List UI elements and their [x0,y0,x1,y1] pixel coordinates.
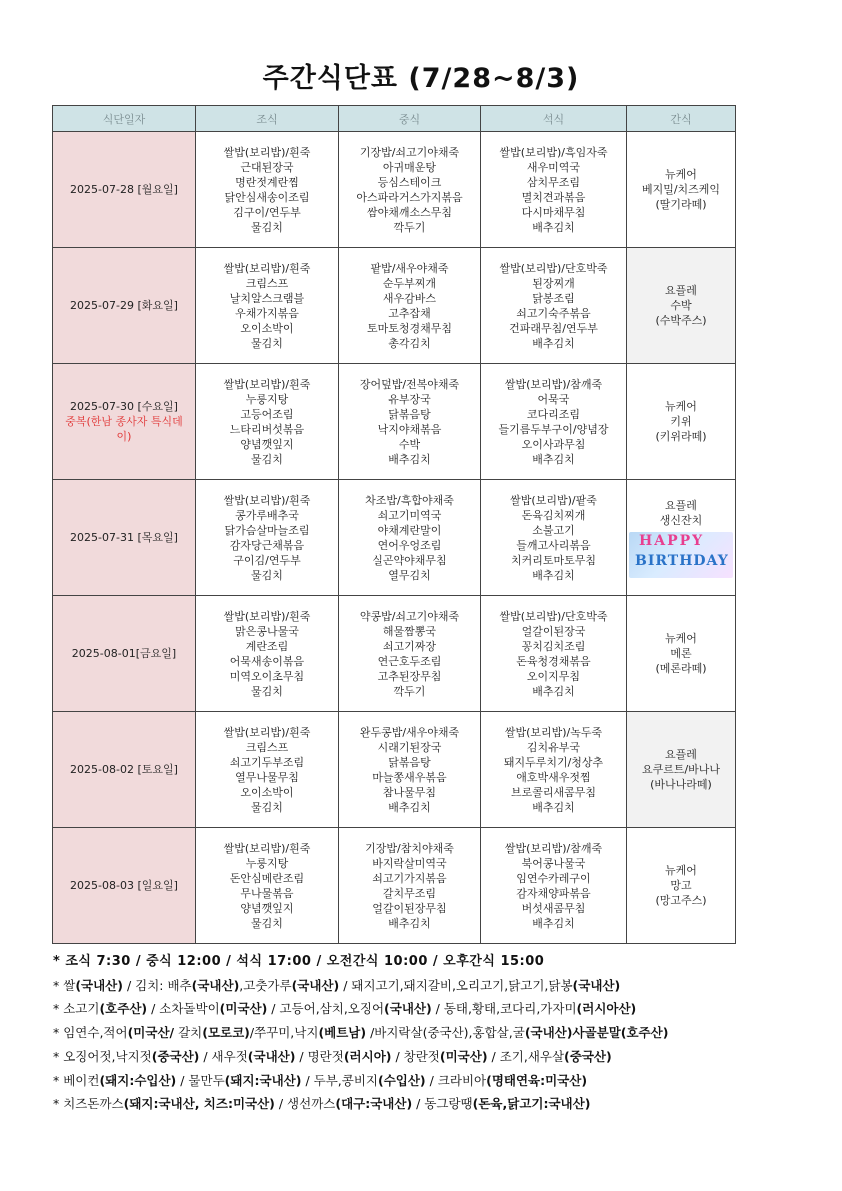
snack-item: (키위라떼) [655,430,707,443]
date-cell [53,248,196,364]
breakfast-cell [196,828,339,944]
note-segment: * 소고기 [53,1001,100,1017]
happy-birthday-image [629,532,733,578]
breakfast-item: 어묵새송이볶음 [229,654,305,668]
note-segment: (국내산) [247,1048,296,1064]
snack-item: 요플레 [665,748,697,761]
note-segment: (국내산) [291,977,340,993]
date-label: 2025-08-02 [토요일] [70,763,178,776]
lunch-item: 새우감바스 [382,291,437,305]
breakfast-item: 미역오이초무침 [229,669,305,683]
breakfast-item: 돈안심메란조림 [229,871,305,885]
breakfast-item: 크림스프 [245,276,289,290]
dinner-item: 코다리조림 [526,407,581,421]
note-segment: (국내산) [75,977,123,993]
lunch-item: 등심스테이크 [377,175,442,189]
dinner-item: 들기름두부구이/양념장 [498,422,609,436]
date-cell [53,132,196,248]
page-title: 주간식단표 (7/28~8/3) [262,63,580,94]
lunch-cell [339,596,481,712]
note-segment: / 고등어,삼치,오징어 [267,1001,385,1017]
note-segment: (수입산) [377,1072,426,1088]
lunch-item: 팥밥/새우야채죽 [370,261,449,275]
table-row [53,712,736,828]
snack-cell [627,596,736,712]
dinner-item: 쌀밥(보리밥)/녹두죽 [504,725,603,739]
dinner-item: 어묵국 [537,392,570,406]
lunch-cell [339,248,481,364]
note-segment: / 생선까스 [274,1096,336,1112]
note-segment: / 동그랑땡 [412,1096,473,1112]
breakfast-item: 쌀밥(보리밥)/흰죽 [223,493,311,507]
header-snack: 간식 [627,106,736,132]
dinner-item: 쌀밥(보리밥)/흑임자죽 [499,145,608,159]
dinner-item: 배추김치 [532,568,575,582]
note-segment: (러시아) [343,1048,392,1064]
origin-note [53,1045,743,1069]
note-segment: (러시아산) [576,1001,637,1017]
breakfast-item: 구이김/연두부 [233,553,301,567]
note-segment: (돼지:국내산, 치즈:미국산) [123,1096,275,1112]
note-segment: * 오징어젓,낙지젓 [53,1048,152,1064]
lunch-cell [339,364,481,480]
breakfast-item: 누룽지탕 [245,392,289,406]
note-segment: (중국산) [564,1048,612,1064]
lunch-item: 갈치무조림 [382,886,437,900]
lunch-cell [339,828,481,944]
snack-item: 뉴케어 [665,632,697,645]
breakfast-item: 오이소박이 [240,785,294,799]
lunch-item: 완두콩밥/새우야채죽 [359,725,460,739]
breakfast-item: 닭안심새송이조림 [224,190,310,204]
dinner-cell [481,712,627,828]
breakfast-item: 쌀밥(보리밥)/흰죽 [223,377,311,391]
snack-item: 키위 [670,415,692,428]
table-row [53,480,736,596]
date-label: 2025-07-30 [수요일] [70,400,178,413]
lunch-item: 장어덮밥/전복야채죽 [359,377,460,391]
breakfast-item: 쇠고기두부조림 [229,755,305,769]
snack-item: 수박 [670,299,692,312]
note-segment: / 김치: 배추 [122,977,192,993]
breakfast-cell [196,712,339,828]
lunch-item: 야채계란말이 [377,523,442,537]
dinner-cell [481,828,627,944]
note-segment: / 동태,황태,코다리,가자미 [431,1001,577,1017]
dinner-item: 임연수카레구이 [516,871,591,885]
lunch-item: 순두부찌개 [382,276,437,290]
dinner-item: 된장찌개 [532,276,575,290]
snack-item: 망고 [670,879,692,892]
date-cell [53,364,196,480]
note-segment: * 베이컨 [53,1072,100,1088]
note-segment: /쭈꾸미,낙지 [249,1025,319,1041]
dinner-cell [481,132,627,248]
dinner-item: 쌀밥(보리밥)/참깨죽 [504,841,603,855]
lunch-cell [339,132,481,248]
lunch-item: 배추김치 [388,916,431,930]
lunch-item: 열무김치 [388,568,431,582]
breakfast-cell [196,248,339,364]
dinner-item: 감자채양파볶음 [516,886,591,900]
breakfast-item: 닭가슴살마늘조림 [224,523,310,537]
note-segment: (돼지:수입산) [99,1072,177,1088]
breakfast-item: 누룽지탕 [245,856,289,870]
lunch-item: 고추된장무침 [377,669,442,683]
breakfast-item: 열무나물무침 [235,770,299,784]
dinner-item: 북어콩나물국 [521,856,586,870]
dinner-item: 배추김치 [532,916,575,930]
breakfast-item: 감자당근채볶음 [229,538,305,552]
snack-item: 베지밀/치즈케익 [641,183,721,196]
dinner-item: 브로콜리새콤무침 [510,785,596,799]
header-date: 식단일자 [53,106,196,132]
note-segment: / 두부,콩비지 [301,1072,378,1088]
snack-item: 요플레 [665,498,697,512]
lunch-item: 쌈야채깨소스무침 [366,205,452,219]
note-segment: / 돼지고기,돼지갈비,오리고기,닭고기,닭봉 [339,977,573,993]
origin-note [53,1092,743,1116]
breakfast-item: 근대된장국 [240,160,294,174]
note-segment: / 새우젓 [199,1048,248,1064]
note-segment: (베트남) [318,1025,367,1041]
snack-item: 요쿠르트/바나나 [641,763,721,776]
origin-note [53,997,743,1021]
lunch-item: 아스파라거스가지볶음 [356,190,463,204]
lunch-item: 마늘쫑새우볶음 [372,770,447,784]
breakfast-item: 물김치 [251,452,283,466]
dinner-item: 쌀밥(보리밥)/참깨죽 [504,377,603,391]
meal-times-note [53,950,743,974]
note-segment: * 쌀 [53,977,76,993]
breakfast-item: 쌀밥(보리밥)/흰죽 [223,145,311,159]
table-row [53,248,736,364]
date-label: 2025-07-29 [화요일] [70,299,178,312]
note-segment: (중국산) [151,1048,200,1064]
birthday-badge-line: HAPPY [639,532,705,549]
table-row [53,132,736,248]
breakfast-item: 양념깻잎지 [240,437,294,451]
header-dinner: 석식 [481,106,627,132]
dinner-item: 오이지무침 [526,669,581,683]
snack-cell [627,248,736,364]
dinner-cell [481,596,627,712]
note-segment: (국내산) [384,1001,432,1017]
date-cell [53,596,196,712]
snack-item: 뉴케어 [665,400,697,413]
dinner-item: 애호박새우젓찜 [516,770,591,784]
snack-item: (수박주스) [655,314,707,327]
lunch-item: 얼갈이된장무침 [372,901,447,915]
breakfast-item: 물김치 [251,568,283,582]
lunch-item: 깍두기 [393,220,426,234]
snack-item: 메론 [670,647,692,660]
lunch-item: 연근호두조림 [377,654,442,668]
lunch-item: 낙지야채볶음 [377,422,442,436]
dinner-item: 쌀밥(보리밥)/단호박죽 [499,261,608,275]
note-segment: / 소차돌박이 [147,1001,220,1017]
lunch-item: 유부장국 [388,392,431,406]
note-segment: (미국산/ [127,1025,175,1041]
breakfast-item: 물김치 [251,916,283,930]
lunch-item: 약콩밥/쇠고기야채죽 [359,609,460,623]
dinner-item: 꽁치김치조림 [521,639,586,653]
lunch-item: 깍두기 [393,684,426,698]
note-segment: * 치즈돈까스 [53,1096,124,1112]
note-segment: / 창란젓 [391,1048,440,1064]
table-row [53,828,736,944]
breakfast-item: 계란조림 [245,639,289,653]
lunch-item: 실곤약야채무침 [372,553,447,567]
birthday-badge-line: BIRTHDAY [635,552,729,569]
meal-plan-table [52,105,736,944]
note-segment: * 임연수,적어 [53,1025,128,1041]
breakfast-item: 양념깻잎지 [240,901,294,915]
breakfast-cell [196,364,339,480]
header-lunch: 중식 [339,106,481,132]
snack-item: (바나나라떼) [650,778,712,791]
note-segment: / 크라비아 [425,1072,487,1088]
dinner-item: 배추김치 [532,336,575,350]
breakfast-item: 쌀밥(보리밥)/흰죽 [223,725,311,739]
breakfast-item: 날치알스크램블 [229,291,305,305]
header-breakfast: 조식 [196,106,339,132]
lunch-item: 토마토청경채무침 [366,321,452,335]
dinner-item: 닭봉조림 [532,291,575,305]
dinner-item: 쌀밥(보리밥)/팥죽 [510,493,597,507]
breakfast-item: 물김치 [251,336,283,350]
dinner-item: 건파래무침/연두부 [509,321,598,335]
note-segment: (호주산) [99,1001,148,1017]
lunch-item: 해물짬뽕국 [382,624,437,638]
dinner-item: 배추김치 [532,800,575,814]
lunch-item: 닭볶음탕 [388,407,431,421]
dinner-cell [481,364,627,480]
breakfast-item: 물김치 [251,220,283,234]
date-cell [53,712,196,828]
dinner-item: 쇠고기숙주볶음 [516,306,591,320]
dinner-item: 배추김치 [532,684,575,698]
snack-item: 생신잔치 [659,513,703,527]
snack-item: 뉴케어 [665,168,697,181]
breakfast-item: 김구이/연두부 [233,205,301,219]
dinner-cell [481,248,627,364]
lunch-item: 쇠고기짜장 [382,639,437,653]
note-segment: (미국산) [219,1001,268,1017]
special-event-label: 중복(한남 종사자 특식데이) [65,415,183,443]
lunch-item: 차조밥/흑합야채죽 [365,493,454,507]
notes-section [53,950,743,1116]
dinner-item: 돈육청경채볶음 [516,654,591,668]
lunch-item: 기장밥/참치야채죽 [365,841,454,855]
note-segment: (돼지:국내산) [224,1072,302,1088]
lunch-cell [339,480,481,596]
note-segment: 갈치 [174,1025,203,1041]
breakfast-item: 물김치 [251,684,283,698]
lunch-item: 총각김치 [388,336,431,350]
dinner-item: 치커리토마토무침 [510,553,596,567]
dinner-item: 버섯새콤무침 [521,901,586,915]
date-label: 2025-08-01[금요일] [71,647,177,660]
dinner-item: 멸치견과볶음 [521,190,586,204]
breakfast-item: 맑은콩나물국 [235,624,299,638]
dinner-item: 배추김치 [532,220,575,234]
snack-cell [627,712,736,828]
breakfast-item: 우채가지볶음 [235,306,299,320]
dinner-item: 쌀밥(보리밥)/단호박죽 [499,609,608,623]
note-segment: (국내산) [191,977,240,993]
origin-note [53,1069,743,1093]
dinner-item: 김치유부국 [526,740,581,754]
lunch-item: 참나물무침 [382,785,437,799]
note-segment: (대구:국내산) [335,1096,413,1112]
dinner-item: 돈육김치찌개 [521,508,586,522]
dinner-item: 얼갈이된장국 [521,624,586,638]
snack-cell [627,480,736,596]
snack-cell [627,828,736,944]
table-header-row [53,106,736,132]
lunch-item: 시래기된장국 [377,740,442,754]
dinner-item: 들깨고사리볶음 [516,538,591,552]
note-segment: (미국산) [439,1048,488,1064]
snack-item: (딸기라떼) [655,198,707,211]
dinner-item: 돼지두루치기/청상추 [503,755,604,769]
breakfast-item: 느타리버섯볶음 [229,422,305,436]
breakfast-item: 쌀밥(보리밥)/흰죽 [223,609,311,623]
breakfast-item: 콩가루배추국 [235,508,299,522]
note-segment: (국내산) [572,977,621,993]
note-segment: / 물만두 [176,1072,225,1088]
note-segment: / 명란젓 [295,1048,344,1064]
breakfast-item: 오이소박이 [240,321,294,335]
snack-cell [627,364,736,480]
lunch-cell [339,712,481,828]
dinner-item: 다시마채무침 [521,205,586,219]
note-segment: /바지락살(중국산),홍합살,굴 [366,1025,525,1041]
breakfast-item: 고등어조림 [240,407,294,421]
date-label: 2025-07-28 [월요일] [70,183,178,196]
note-segment: (국내산)사골분말(호주산) [524,1025,669,1041]
breakfast-cell [196,480,339,596]
lunch-item: 배추김치 [388,452,431,466]
dinner-item: 오이사과무침 [521,437,586,451]
lunch-item: 배추김치 [388,800,431,814]
dinner-item: 소불고기 [532,523,575,537]
lunch-item: 연어우엉조림 [377,538,442,552]
note-segment: (모로코) [202,1025,250,1041]
breakfast-cell [196,596,339,712]
date-label: 2025-07-31 [목요일] [70,531,178,544]
breakfast-item: 무나물볶음 [240,886,294,900]
table-row [53,596,736,712]
note-segment: (돈육,닭고기:국내산) [472,1096,591,1112]
lunch-item: 쇠고기가지볶음 [372,871,447,885]
snack-item: 뉴케어 [665,864,697,877]
lunch-item: 기장밥/쇠고기야채죽 [359,145,460,159]
dinner-cell [481,480,627,596]
snack-item: (망고주스) [655,894,707,907]
breakfast-item: 명란젓계란찜 [235,175,299,189]
origin-note [53,974,743,998]
lunch-item: 고추잡채 [388,306,431,320]
breakfast-item: 크림스프 [245,740,289,754]
dinner-item: 새우미역국 [526,160,581,174]
note-segment: / 조기,새우살 [487,1048,565,1064]
lunch-item: 수박 [398,437,421,451]
date-label: 2025-08-03 [일요일] [70,879,178,892]
dinner-item: 배추김치 [532,452,575,466]
table-row [53,364,736,480]
dinner-item: 삼치무조림 [526,175,581,189]
snack-item: (메론라떼) [655,662,707,675]
note-segment: ,고춧가루 [239,977,292,993]
lunch-item: 쇠고기미역국 [377,508,442,522]
date-cell [53,828,196,944]
snack-item: 요플레 [665,284,697,297]
breakfast-cell [196,132,339,248]
breakfast-item: 쌀밥(보리밥)/흰죽 [223,261,311,275]
breakfast-item: 물김치 [251,800,283,814]
breakfast-item: 쌀밥(보리밥)/흰죽 [223,841,311,855]
note-segment: (명태연육:미국산) [486,1072,588,1088]
date-cell [53,480,196,596]
lunch-item: 닭볶음탕 [388,755,431,769]
note-segment: * 조식 7:30 / 중식 12:00 / 석식 17:00 / 오전간식 10:00 / 오후간식 15:00 [53,954,545,969]
lunch-item: 아귀매운탕 [382,160,437,174]
lunch-item: 바지락살미역국 [372,856,447,870]
origin-note [53,1021,743,1045]
snack-cell [627,132,736,248]
